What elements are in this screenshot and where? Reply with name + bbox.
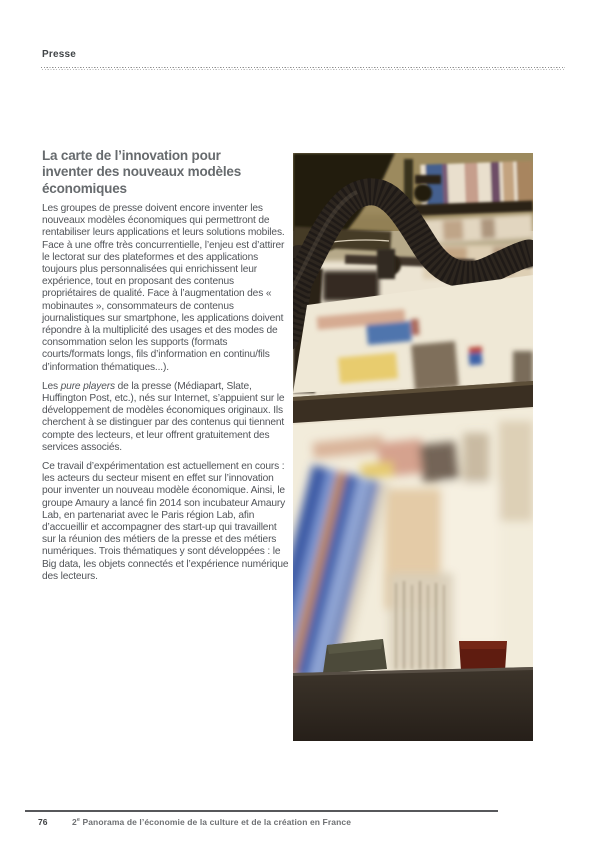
footer-title-number: 2 [72,817,77,827]
paragraph-2-italic-term: pure players [60,380,115,392]
press-photo [293,153,533,741]
footer-title-text: Panorama de l’économie de la culture et de la création en France [80,817,352,827]
paragraph-3: Ce travail d’expérimentation est actuellement en cours : les acteurs du secteur misent en effet sur l’innovation pour inventer un nouveau modèle économique. Ainsi, le groupe Amaury a lancé fin 2014 son incubateur Amaury Lab, en partenariat avec le Paris région Lab, afin d’accueillir et accompagner des start-up qui travaillent sur la réunion des métiers de la presse et des métiers numériques. Trois thématiques y sont développées : le Big data, les objets connectés et l’expérience numérique des lecteurs. [42,461,289,582]
paragraph-2 [42,381,289,454]
footer-rule [25,810,498,812]
paragraph-2-lead: Les [42,380,61,392]
footer-title-ordinal: e [76,817,80,824]
paragraph-1: Les groupes de presse doivent encore inventer les nouveaux modèles économiques qui permettront de rentabiliser leurs applications et leurs solutions mobiles. Face à une offre très concurrentielle, l’enjeu est d’attirer le lectorat sur des plateformes et des applications toujours plus personnalisées qui enrichissent leur expérience, tout en proposant des contenus propriétaires de qualité. Face à l’augmentation des « mobinautes », consommateurs de contenus journalistiques sur smartphone, les applications doivent répondre à la multiplicité des usages et des modes de consommation selon les supports (formats courts/formats longs, fils d’information en continu/fils d’information thématiques...). [42,203,285,373]
article-body [42,203,289,590]
press-photo-image [293,153,533,741]
footer-report-title [72,817,351,827]
header-dotted-rule [41,67,565,70]
paragraph-2-rest: de la presse (Médiapart, Slate, Huffington Post, etc.), nés sur Internet, s’appuient sur le développement de modèles économiques originaux. Ils cherchent à se distinguer par des contenus qui tiennent compte des lecteurs, et leur offrent gratuitement des services associés. [42,380,285,453]
section-label: Presse [42,49,77,60]
article-heading: La carte de l’innovation pour inventer des nouveaux modèles économiques [42,148,242,196]
footer-page-number: 76 [38,817,48,827]
